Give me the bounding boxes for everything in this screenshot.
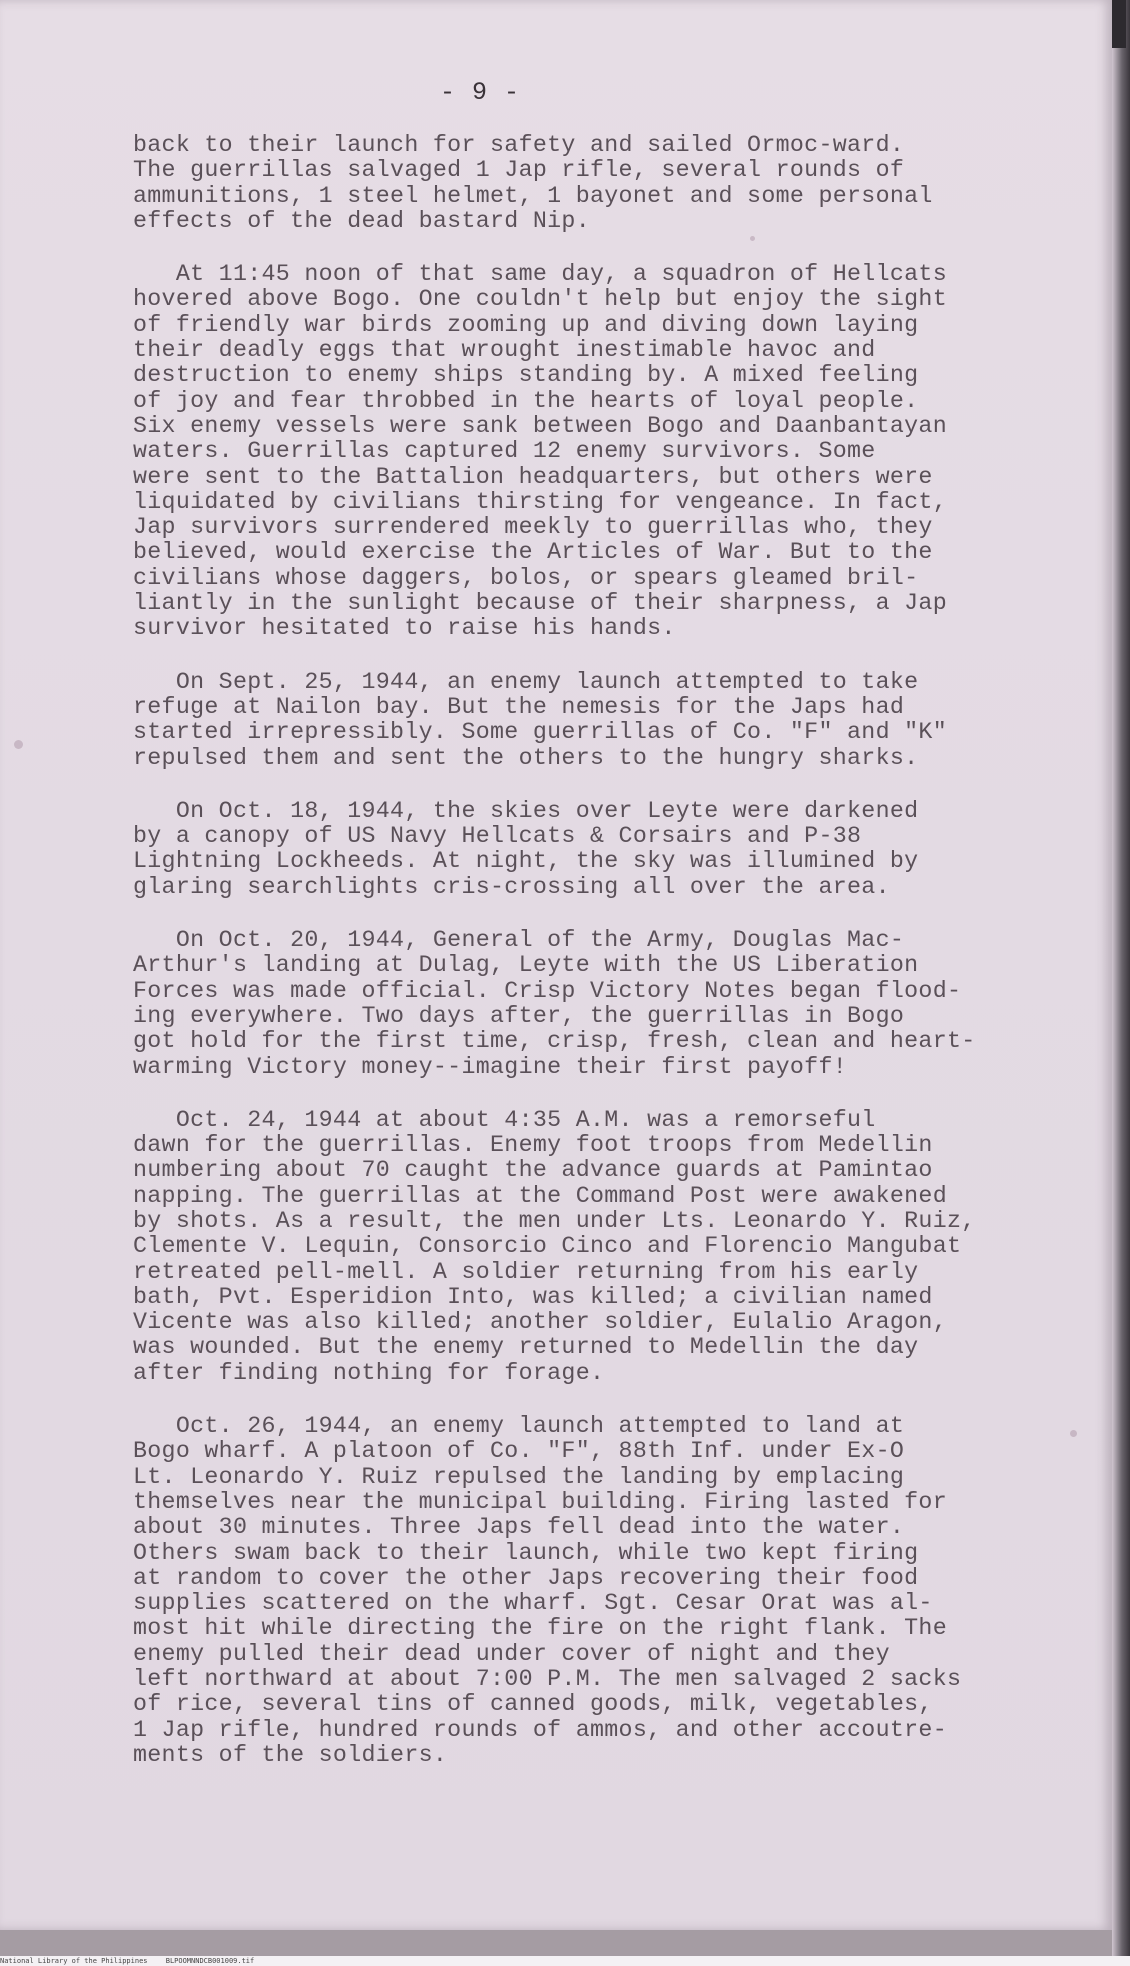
text-line: liquidated by civilians thirsting for vengeance. In fact, xyxy=(133,488,947,515)
paragraph xyxy=(133,262,1033,641)
text-line: liantly in the sunlight because of their sharpness, a Jap xyxy=(133,590,947,617)
text-line: were sent to the Battalion headquarters, but others were xyxy=(133,463,933,490)
text-line: was wounded. But the enemy returned to Medellin the day xyxy=(133,1334,919,1361)
text-line: supplies scattered on the wharf. Sgt. Cesar Orat was al- xyxy=(133,1590,933,1617)
text-line: Six enemy vessels were sank between Bogo and Daanbantayan xyxy=(133,412,947,439)
text-line: Arthur's landing at Dulag, Leyte with the US Liberation xyxy=(133,952,919,979)
text-line: Jap survivors surrendered meekly to guerrillas who, they xyxy=(133,514,933,541)
text-line: after finding nothing for forage. xyxy=(133,1359,605,1386)
text-line: warming Victory money--imagine their first payoff! xyxy=(133,1053,848,1080)
page-edge-shadow xyxy=(1112,0,1130,1966)
text-line: waters. Guerrillas captured 12 enemy survivors. Some xyxy=(133,438,876,465)
body-text xyxy=(133,133,1033,1796)
text-line: Oct. 26, 1944, an enemy launch attempted to land at xyxy=(133,1413,905,1440)
text-line: Vicente was also killed; another soldier, Eulalio Aragon, xyxy=(133,1309,947,1336)
page-number: - 9 - xyxy=(439,78,520,107)
paragraph xyxy=(133,1414,1033,1768)
text-line: of joy and fear throbbed in the hearts of loyal people. xyxy=(133,387,919,414)
text-line: ing everywhere. Two days after, the guerrillas in Bogo xyxy=(133,1002,905,1029)
paragraph xyxy=(133,799,1033,900)
footer-file-id: BLPOOMNNDCB001009.tif xyxy=(165,1957,255,1965)
text-line: Others swam back to their launch, while two kept firing xyxy=(133,1539,919,1566)
paragraph xyxy=(133,1108,1033,1386)
text-line: On Sept. 25, 1944, an enemy launch attempted to take xyxy=(133,668,919,695)
text-line: at random to cover the other Japs recovering their food xyxy=(133,1564,919,1591)
text-line: The guerrillas salvaged 1 Jap rifle, several rounds of xyxy=(133,157,905,184)
text-line: Bogo wharf. A platoon of Co. "F", 88th Inf. under Ex-O xyxy=(133,1438,905,1465)
text-line: ments of the soldiers. xyxy=(133,1741,448,1768)
text-line: got hold for the first time, crisp, fresh, clean and heart- xyxy=(133,1028,976,1055)
text-line: Oct. 24, 1944 at about 4:35 A.M. was a remorseful xyxy=(133,1106,876,1133)
text-line: enemy pulled their dead under cover of night and they xyxy=(133,1640,890,1667)
text-line: of rice, several tins of canned goods, milk, vegetables, xyxy=(133,1691,933,1718)
text-line: hovered above Bogo. One couldn't help but enjoy the sight xyxy=(133,286,947,313)
paper-stain xyxy=(14,740,23,749)
binding-tab xyxy=(1112,0,1126,48)
text-line: bath, Pvt. Esperidion Into, was killed; a civilian named xyxy=(133,1283,933,1310)
text-line: by a canopy of US Navy Hellcats & Corsairs and P-38 xyxy=(133,823,862,850)
text-line: dawn for the guerrillas. Enemy foot troops from Medellin xyxy=(133,1132,933,1159)
text-line: survivor hesitated to raise his hands. xyxy=(133,615,676,642)
text-line: their deadly eggs that wrought inestimable havoc and xyxy=(133,337,876,364)
text-line: believed, would exercise the Articles of War. But to the xyxy=(133,539,933,566)
scan-footer xyxy=(0,1956,1130,1966)
paper-stain xyxy=(1070,1430,1077,1437)
text-line: most hit while directing the fire on the right flank. The xyxy=(133,1615,947,1642)
text-line: started irrepressibly. Some guerrillas of Co. "F" and "K" xyxy=(133,719,947,746)
text-line: effects of the dead bastard Nip. xyxy=(133,207,590,234)
text-line: destruction to enemy ships standing by. A mixed feeling xyxy=(133,362,919,389)
text-line: numbering about 70 caught the advance guards at Pamintao xyxy=(133,1157,933,1184)
text-line: 1 Jap rifle, hundred rounds of ammos, and other accoutre- xyxy=(133,1716,947,1743)
paragraph xyxy=(133,928,1033,1080)
text-line: glaring searchlights cris-crossing all over the area. xyxy=(133,873,890,900)
text-line: about 30 minutes. Three Japs fell dead into the water. xyxy=(133,1514,905,1541)
text-line: refuge at Nailon bay. But the nemesis for the Japs had xyxy=(133,693,905,720)
text-line: repulsed them and sent the others to the hungry sharks. xyxy=(133,744,919,771)
text-line: Forces was made official. Crisp Victory Notes began flood- xyxy=(133,977,962,1004)
text-line: ammunitions, 1 steel helmet, 1 bayonet and some personal xyxy=(133,182,933,209)
paragraph xyxy=(133,133,1033,234)
text-line: Lt. Leonardo Y. Ruiz repulsed the landing by emplacing xyxy=(133,1463,905,1490)
text-line: retreated pell-mell. A soldier returning from his early xyxy=(133,1258,919,1285)
text-line: of friendly war birds zooming up and diving down laying xyxy=(133,311,919,338)
text-line: civilians whose daggers, bolos, or spears gleamed bril- xyxy=(133,564,919,591)
text-line: back to their launch for safety and sailed Ormoc-ward. xyxy=(133,132,905,158)
text-line: Lightning Lockheeds. At night, the sky was illumined by xyxy=(133,848,919,875)
text-line: left northward at about 7:00 P.M. The men salvaged 2 sacks xyxy=(133,1666,962,1693)
footer-institution: National Library of the Philippines xyxy=(0,1957,148,1965)
text-line: napping. The guerrillas at the Command Post were awakened xyxy=(133,1182,947,1209)
text-line: At 11:45 noon of that same day, a squadron of Hellcats xyxy=(133,261,947,288)
text-line: themselves near the municipal building. Firing lasted for xyxy=(133,1488,947,1515)
text-line: On Oct. 20, 1944, General of the Army, Douglas Mac- xyxy=(133,927,905,954)
text-line: by shots. As a result, the men under Lts. Leonardo Y. Ruiz, xyxy=(133,1207,976,1234)
text-line: On Oct. 18, 1944, the skies over Leyte were darkened xyxy=(133,797,919,824)
text-line: Clemente V. Lequin, Consorcio Cinco and Florencio Mangubat xyxy=(133,1233,962,1260)
paragraph xyxy=(133,670,1033,771)
